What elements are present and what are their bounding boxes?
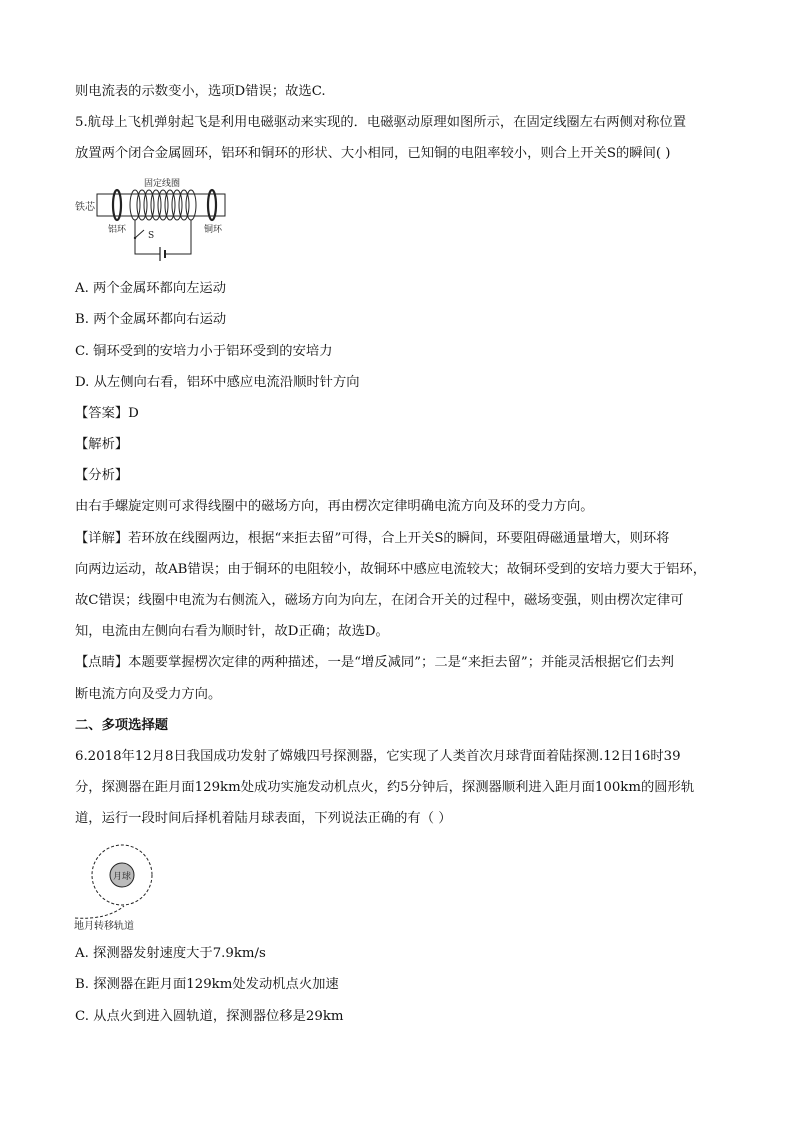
al-ring-label: 铝环	[108, 225, 127, 235]
detail-text: 【详解】若环放在线圈两边，根据“来拒去留”可得，合上开关S的瞬间，环要阻碍磁通量增大，则环将	[75, 531, 670, 546]
q6-stem: 道，运行一段时间后择机着陆月球表面，下列说法正确的有（ ）	[75, 811, 452, 826]
option-c: C. 铜环受到的安培力小于铝环受到的安培力	[75, 344, 333, 359]
q5-stem: 放置两个闭合金属圆环，铝环和铜环的形状、大小相同，已知铜的电阻率较小，则合上开关S的瞬间( )	[75, 146, 671, 161]
cu-ring-label: 铜环	[204, 225, 223, 235]
q6-stem: 分，探测器在距月面129km处成功实施发动机点火，约5分钟后，探测器顺利进入距月面100km的圆形轨	[75, 780, 695, 795]
transfer-orbit	[75, 906, 124, 918]
option-b: B. 探测器在距月面129km处发动机点火加速	[75, 977, 339, 992]
analysis-subheading: 【分析】	[75, 468, 129, 483]
q5-stem: 5.航母上飞机弹射起飞是利用电磁驱动来实现的．电磁驱动原理如图所示，在固定线圈左右两侧对称位置	[75, 115, 687, 130]
switch	[135, 230, 144, 238]
analysis-text: 由右手螺旋定则可求得线圈中的磁场方向，再由楞次定律明确电流方向及环的受力方向。	[75, 499, 594, 514]
section-heading: 二、多项选择题	[75, 718, 169, 733]
detail-text: 向两边运动，故AB错误；由于铜环的电阻较小，故铜环中感应电流较大；故铜环受到的安培力要大于铝环，	[75, 562, 707, 577]
option-d: D. 从左侧向右看，铝环中感应电流沿顺时针方向	[75, 375, 360, 390]
option-a: A. 探测器发射速度大于7.9km/s	[75, 946, 266, 961]
coil-label: 固定线圈	[144, 179, 181, 189]
answer: 【答案】D	[75, 406, 139, 421]
text-line: 则电流表的示数变小，选项D错误；故选C.	[75, 84, 326, 99]
remark-text: 【点睛】本题要掌握楞次定律的两种描述，一是“增反减同”；二是“来拒去留”；并能灵活根据它们去判	[75, 655, 674, 670]
moon-label: 月球	[113, 872, 132, 882]
option-a: A. 两个金属环都向左运动	[75, 281, 227, 296]
lunar-orbit-diagram	[72, 838, 172, 934]
remark-text: 断电流方向及受力方向。	[75, 687, 222, 702]
detail-text: 知，电流由左侧向右看为顺时针，故D正确；故选D。	[75, 624, 389, 639]
q6-stem: 6.2018年12月8日我国成功发射了嫦娥四号探测器，它实现了人类首次月球背面着陆探测.12日16时39	[75, 749, 681, 764]
detail-text: 故C错误；线圈中电流为右侧流入，磁场方向为向左，在闭合开关的过程中，磁场变强，则由楞次定律可	[75, 593, 684, 608]
switch-label: S	[148, 231, 155, 241]
core-label: 铁芯	[75, 202, 95, 213]
analysis-heading: 【解析】	[75, 437, 129, 452]
orbit-label: 地月转移轨道	[74, 921, 134, 932]
electromagnetic-drive-diagram	[72, 174, 272, 266]
option-c: C. 从点火到进入圆轨道，探测器位移是29km	[75, 1009, 344, 1024]
option-b: B. 两个金属环都向右运动	[75, 312, 227, 327]
